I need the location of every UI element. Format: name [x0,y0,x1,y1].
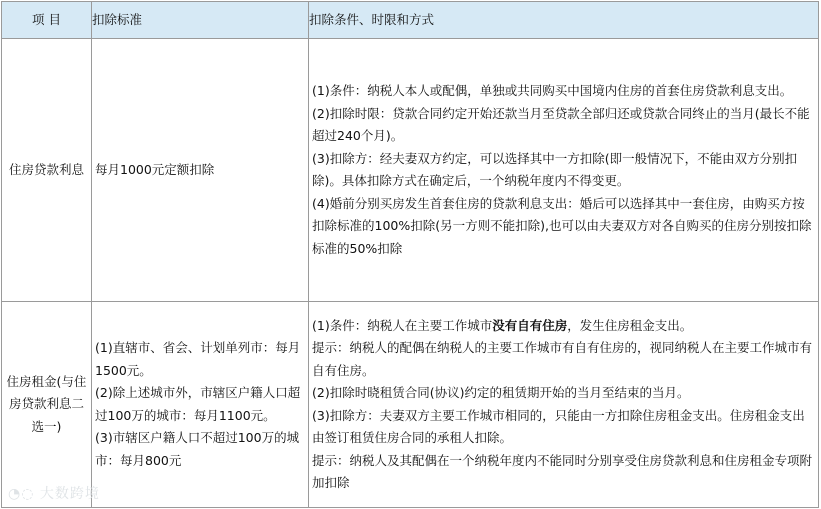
standard-text: (3)市辖区户籍人口不超过100万的城市：每月800元 [95,430,300,468]
row-item-label: 住房租金(与住房贷款利息二选一) [6,373,87,434]
standard-text: (2)除上述城市外，市辖区户籍人口超过100万的城市：每月1100元。 [95,385,301,423]
condition-emphasis: 没有自有住房 [492,317,568,333]
condition-text-part: ，发生住房租金支出。 [567,317,693,333]
condition-text: (1)条件：纳税人本人或配偶，单独或共同购买中国境内住房的首套住房贷款利息支出。 [312,83,793,98]
header-conditions: 扣除条件、时限和方式 [309,2,819,39]
watermark-logo-icon: ◔◌ [8,486,35,502]
watermark-text: 大数跨境 [39,486,100,502]
row-item-cell [2,302,92,508]
watermark [8,483,100,503]
condition-text-part: (1)条件：纳税人在主要工作城市 [312,317,493,333]
deduction-table [1,1,819,508]
row-standard-cell [92,302,309,508]
header-standard: 扣除标准 [92,2,309,39]
table-header-row [2,2,819,39]
table-row [2,302,819,508]
condition-text: (2)扣除时晓租赁合同(协议)约定的租赁期开始的当月至结束的当月。 [312,385,690,400]
condition-text: 提示：纳税人的配偶在纳税人的主要工作城市有自有住房的，视同纳税人在主要工作城市有自有住房。 [312,340,813,378]
standard-text: (1)直辖市、省会、计划单列市：每月1500元。 [95,340,301,378]
table-row [2,39,819,302]
row-item-label: 住房贷款利息 [8,161,84,177]
condition-text: (3)扣除方：夫妻双方主要工作城市相同的，只能由一方扣除住房租金支出。住房租金支出由签订租赁住房合同的承租人扣除。 [312,407,805,445]
row-item-cell [2,39,92,302]
row-conditions-cell [309,39,819,302]
row-standard-cell [92,39,309,302]
condition-text: 提示：纳税人及其配偶在一个纳税年度内不能同时分别享受住房贷款利息和住房租金专项附加扣除 [312,452,813,490]
row-conditions-cell [309,302,819,508]
condition-text: (2)扣除时限：贷款合同约定开始还款当月至贷款全部归还或贷款合同终止的当月(最长不能超过240个月)。 [312,105,810,143]
condition-text: (3)扣除方：经夫妻双方约定，可以选择其中一方扣除(即一般情况下，不能由双方分别扣除)。具体扣除方式在确定后，一个纳税年度内不得变更。 [312,150,798,188]
condition-text: (4)婚前分别买房发生首套住房的贷款利息支出：婚后可以选择其中一套住房，由购买方按扣除标准的100%扣除(另一方则不能扣除),也可以由夫妻双方对各自购买的住房分别按扣除标准的50%扣除 [312,195,812,256]
condition-text [312,315,815,338]
header-item: 项 目 [2,2,92,39]
standard-text: 每月1000元定额扣除 [95,161,215,177]
